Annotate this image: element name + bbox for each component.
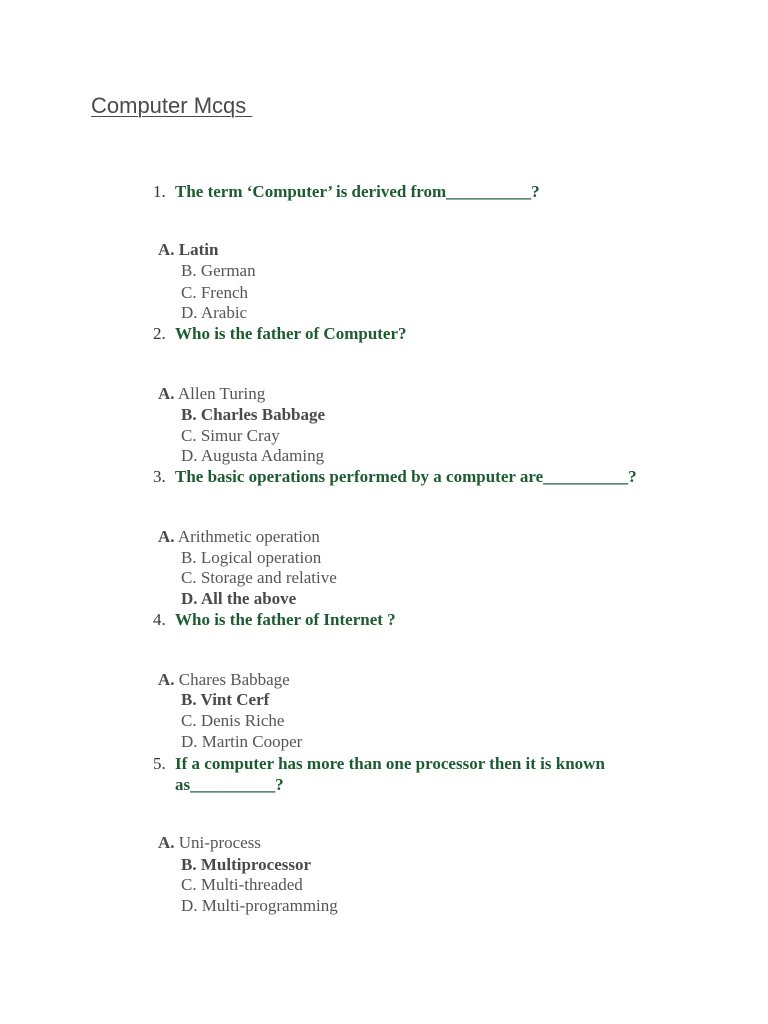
question-text-continued: as__________? <box>175 775 284 794</box>
option-4c <box>181 710 284 731</box>
question-number: 4. <box>153 610 166 629</box>
option-text: Latin <box>178 240 219 259</box>
option-5d <box>181 895 338 916</box>
option-letter: C. <box>181 426 197 445</box>
option-text: Vint Cerf <box>200 690 270 709</box>
question-number: 2. <box>153 324 166 343</box>
question-text: If a computer has more than one processor then it is known <box>175 754 605 773</box>
question-number: 3. <box>153 467 166 486</box>
option-3b <box>181 547 321 568</box>
question-text: The term ‘Computer’ is derived from__________? <box>175 182 540 201</box>
option-text: Arithmetic operation <box>177 527 320 546</box>
option-1a <box>158 239 218 260</box>
option-letter: C. <box>181 711 197 730</box>
option-4a <box>158 669 290 690</box>
option-letter: A. <box>158 670 175 689</box>
option-letter: A. <box>158 240 175 259</box>
option-letter: C. <box>181 283 197 302</box>
option-letter: B. <box>181 405 197 424</box>
option-2c <box>181 425 280 446</box>
option-2d <box>181 445 324 466</box>
option-text: Multi-threaded <box>200 875 303 894</box>
option-4b <box>181 689 269 710</box>
option-4d <box>181 731 302 752</box>
option-letter: D. <box>181 303 198 322</box>
option-text: Storage and relative <box>200 568 337 587</box>
option-text: Charles Babbage <box>200 405 326 424</box>
question-number: 5. <box>153 754 166 773</box>
option-2a <box>158 383 265 404</box>
question-text: Who is the father of Internet ? <box>175 610 396 629</box>
option-5c <box>181 874 303 895</box>
option-2b <box>181 404 325 425</box>
option-text: Arabic <box>200 303 248 322</box>
option-text: Martin Cooper <box>201 732 303 751</box>
option-3c <box>181 567 337 588</box>
option-text: All the above <box>200 589 297 608</box>
option-3a <box>158 526 320 547</box>
option-letter: C. <box>181 875 197 894</box>
option-letter: D. <box>181 732 198 751</box>
option-letter: D. <box>181 589 198 608</box>
option-5b <box>181 854 311 875</box>
option-text: Uni-process <box>178 833 261 852</box>
option-letter: B. <box>181 690 197 709</box>
option-3d <box>181 588 296 609</box>
option-text: Augusta Adaming <box>200 446 325 465</box>
question-text: Who is the father of Computer? <box>175 324 407 343</box>
option-letter: C. <box>181 568 197 587</box>
option-text: Multi-programming <box>201 896 338 915</box>
option-text: French <box>200 283 249 302</box>
option-letter: A. <box>158 527 175 546</box>
option-text: Simur Cray <box>200 426 280 445</box>
option-text: Denis Riche <box>200 711 285 730</box>
option-letter: D. <box>181 896 198 915</box>
option-1b <box>181 260 256 281</box>
option-5a <box>158 832 261 853</box>
option-letter: D. <box>181 446 198 465</box>
option-1c <box>181 282 248 303</box>
option-text: German <box>200 261 256 280</box>
option-text: Chares Babbage <box>178 670 290 689</box>
question-number: 1. <box>153 182 166 201</box>
document-title: Computer Mcqs <box>91 93 253 118</box>
option-letter: B. <box>181 261 197 280</box>
option-letter: A. <box>158 833 175 852</box>
option-1d <box>181 302 247 323</box>
question-text: The basic operations performed by a computer are__________? <box>175 467 637 486</box>
option-text: Multiprocessor <box>200 855 312 874</box>
option-text: Logical operation <box>200 548 322 567</box>
option-text: Allen Turing <box>177 384 266 403</box>
option-letter: A. <box>158 384 175 403</box>
option-letter: B. <box>181 548 197 567</box>
option-letter: B. <box>181 855 197 874</box>
